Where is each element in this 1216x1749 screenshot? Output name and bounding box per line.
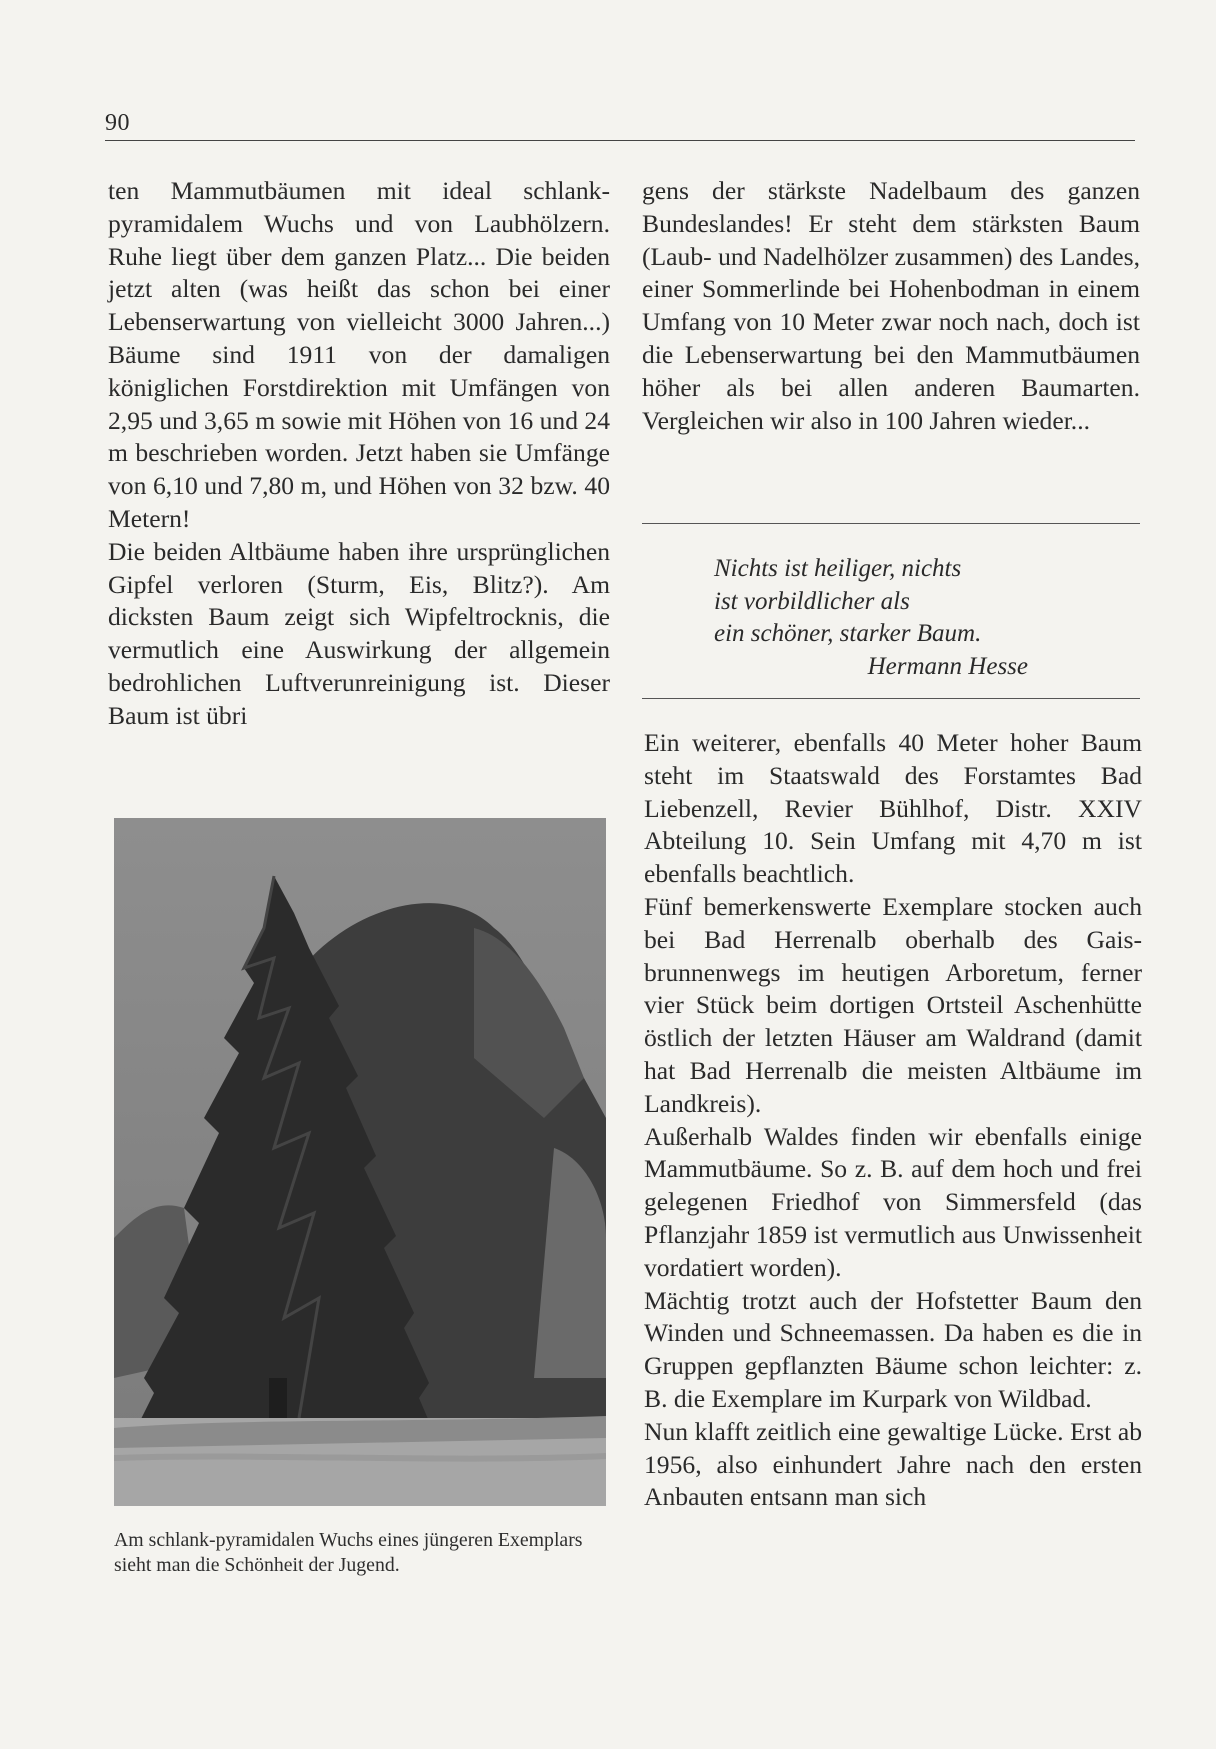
header-rule [105, 140, 1135, 141]
right-column-top [642, 175, 1140, 437]
quote-rule-top [642, 523, 1140, 524]
left-paragraph-1: ten Mammutbäumen mit ideal schlank-pyramidalem Wuchs und von Laubhölzern. Ruhe liegt über dem ganzen Platz... Die beiden jetzt alten (was heißt das schon bei einer Lebenserwartung von vielleicht 3000 Jahren...) Bäume sind 1911 von der damaligen königlichen Forstdirektion mit Umfängen von 2,95 und 3,65 m sowie mit Höhen von 16 und 24 m beschrieben worden. Jetzt haben sie Umfänge von 6,10 und 7,80 m, und Höhen von 32 bzw. 40 Metern! [108, 176, 610, 533]
quote-line-2: ist vorbildlicher als [714, 587, 910, 615]
figure-caption: Am schlank-pyramidalen Wuchs eines jüngeren Exemplars sieht man die Schönheit der Jugend. [114, 1529, 583, 1576]
left-column [108, 175, 610, 733]
page-number: 90 [105, 110, 130, 136]
quote-line-1: Nichts ist heiliger, nichts [714, 555, 962, 582]
quote-rule-bottom [642, 698, 1140, 699]
right-paragraph-3: Fünf bemerkenswerte Exemplare stocken auch bei Bad Herrenalb oberhalb des Gaisbrunnenwegs im heutigen Arboretum, ferner vier Stück beim dortigen Ortsteil Aschenhütte östlich der letzten Häuser am Waldrand (damit hat Bad Herrenalb die meisten Altbäume im Landkreis). [644, 891, 1142, 1118]
tree-photo [114, 818, 606, 1506]
quote-line-3: ein schöner, starker Baum. [714, 620, 982, 647]
right-paragraph-6: Nun klafft zeitlich eine gewaltige Lücke. Erst ab 1956, also einhundert Jahre nach den ersten Anbauten entsann man sich [644, 1416, 1142, 1512]
hesse-quote [714, 553, 1034, 683]
right-paragraph-2: Ein weiterer, ebenfalls 40 Meter hoher Baum steht im Staatswald des Forstamtes Bad Liebenzell, Revier Bühlhof, Distr. XXIV Abteilung 10. Sein Umfang mit 4,70 m ist ebenfalls beachtlich. [644, 728, 1142, 889]
right-column-bottom [644, 727, 1142, 1514]
right-paragraph-1: gens der stärkste Nadelbaum des ganzen Bundeslandes! Er steht dem stärksten Baum (Laub- und Nadelhölzer zusammen) des Landes, einer Sommerlinde bei Hohenbodman in einem Umfang von 10 Meter zwar noch nach, doch ist die Lebenserwartung bei den Mammutbäumen höher als bei allen anderen Baumarten. Vergleichen wir also in 100 Jahren wieder... [642, 176, 1140, 435]
quote-author: Hermann Hesse [867, 652, 1028, 680]
right-paragraph-5: Mächtig trotzt auch der Hofstetter Baum den Winden und Schneemassen. Da haben es die in Gruppen gepflanzten Bäume schon leichter: z. B. die Exemplare im Kurpark von Wildbad. [644, 1285, 1142, 1413]
left-paragraph-2: Die beiden Altbäume haben ihre ursprünglichen Gipfel verloren (Sturm, Eis, Blitz?). Am dicksten Baum zeigt sich Wipfeltrocknis, die vermutlich eine Auswirkung der allgemein bedrohlichen Luftverunreinigung ist. Dieser Baum ist übri [108, 536, 610, 730]
right-paragraph-4: Außerhalb Waldes finden wir ebenfalls einige Mammutbäume. So z. B. auf dem hoch und frei gelegenen Friedhof von Simmersfeld (das Pflanzjahr 1859 ist vermutlich aus Unwissenheit vordatiert worden). [644, 1121, 1142, 1282]
